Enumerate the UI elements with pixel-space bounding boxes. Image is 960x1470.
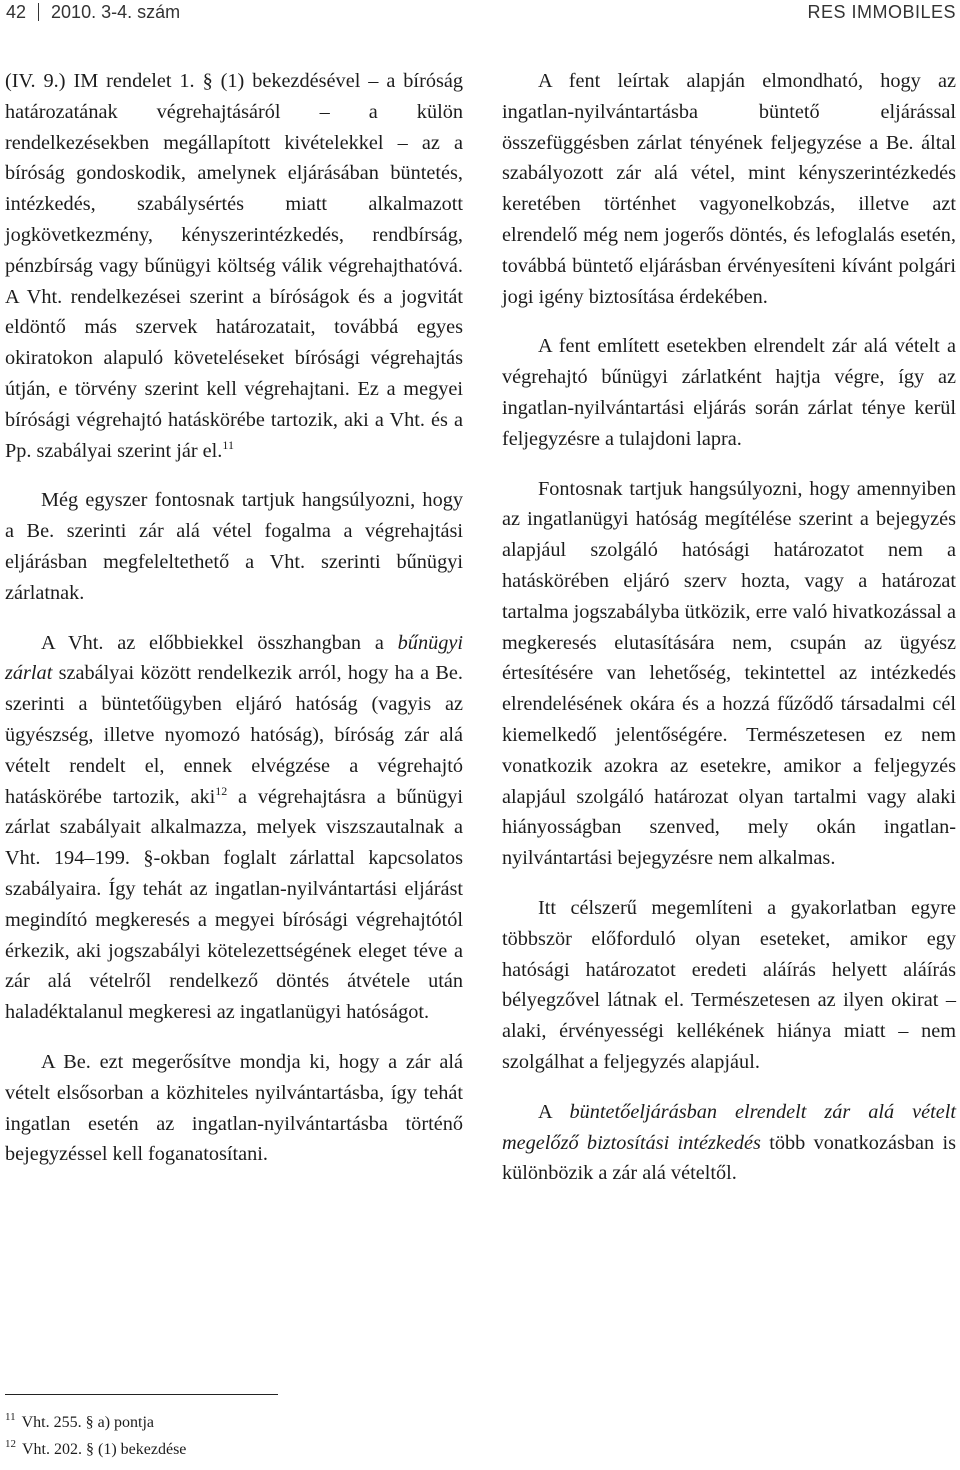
issue-label: 2010. 3-4. szám — [51, 2, 181, 22]
footnote-divider — [5, 1394, 278, 1395]
header-left — [6, 0, 180, 24]
left-column — [5, 66, 463, 1170]
emphasis-term: büntetőeljárásban elrendelt zár alá vételt megelőző biztosítási intézkedés — [502, 1100, 956, 1154]
page-header — [0, 0, 960, 30]
paragraph-text: több vonatkozásban is különbözik a zár alá vételtől. — [502, 1131, 956, 1185]
paragraph-text: (IV. 9.) IM rendelet 1. § (1) bekezdésével – a bíróság határozatának végrehajtásáról – a külön rendelkezésekben megállapított kivételekkel – az a bíróság gondoskodik, amelynek eljárásában büntetés, intézkedés, szabálysértés miatt alkalmazott jogkövetkezmény, kényszerintézkedés, rendbírság, pénzbírság vagy bűnügyi költség válik végrehajthatóvá. A Vht. rendelkezései szerint a bíróságok és a jogvitát eldöntő más szervek határozatait, továbbá egyes okiratokon alapuló követeléseket bírósági végrehajtás útján, e törvény szerint kell végrehajtani. Ez a megyei bírósági végrehajtó hatáskörébe tartozik, aki a Vht. és a Pp. szabályai szerint jár el. — [5, 70, 463, 462]
footnote — [5, 1436, 465, 1463]
paragraph: Fontosnak tartjuk hangsúlyozni, hogy amennyiben az ingatlanügyi hatóság megítélése szerint a bejegyzés alapjául szolgáló hatósági határozatot nem a hatáskörében eljáró szerv hozta, vagy a határozat tartalma jogszabályba ütközik, erre való hivatkozással a megkeresés elutasítására nem, csupán az ügyész értesítésére van lehetőség, tekintettel az intézkedés elrendelésének okára és a hozzá fűződő társadalmi cél kiemelkedő jelentőségére. Természetesen ez nem vonatkozik azokra az esetekre, amikor a feljegyzés alapjául szolgáló határozat olyan tartalmi vagy alaki hiányosságban szenved, mely okán ingatlan-nyilvántartási bejegyzésre nem alkalmas. — [502, 477, 956, 870]
paragraph: Még egyszer fontosnak tartjuk hangsúlyozni, hogy a Be. szerinti zár alá vétel fogalma a végrehajtási eljárásban megfeleltethető a Vht. szerinti bűnügyi zárlatnak. — [5, 489, 463, 604]
footnote-text: Vht. 255. § a) pontja — [21, 1414, 155, 1431]
paragraph-text: a végrehajtásra a bűnügyi zárlat szabályait alkalmazza, melyek viszszautalnak a Vht. 194–199. §-okban foglalt zárlattal kapcsolatos szabályaira. Így tehát az ingatlan-nyilvántartási eljárást megindító megkeresés a megyei bírósági végrehajtótól érkezik, aki jogszabályi kötelezettségének eleget téve a zár alá vételről rendelkező döntés átvétele után haladéktalanul megkeresi az ingatlanügyi hatóságot. — [5, 785, 463, 1024]
paragraph: A Be. ezt megerősítve mondja ki, hogy a zár alá vételt elsősorban a közhiteles nyilvántartásba, így tehát ingatlan esetén az ingatlan-nyilvántartásba történő bejegyzéssel kell foganatosítani. — [5, 1050, 463, 1166]
paragraph-text: A Vht. az előbbiekkel összhangban a — [41, 631, 398, 654]
footnote-ref: 12 — [215, 783, 228, 798]
footnote-ref: 11 — [222, 437, 234, 452]
footnote-text: Vht. 202. § (1) bekezdése — [22, 1441, 187, 1458]
paragraph: A fent említett esetekben elrendelt zár alá vételt a végrehajtó bűnügyi zárlatként hajtja végre, így az ingatlan-nyilvántartási eljárás során zárlat ténye kerül feljegyzésre a tulajdoni lapra. — [502, 335, 956, 450]
journal-title: RES IMMOBILES — [807, 2, 956, 22]
paragraph: A fent leírtak alapján elmondható, hogy az ingatlan-nyilvántartásba büntető eljárással összefüggésben zárlat tényének feljegyzése a Be. által szabályozott zár alá vétel, mint kényszerintézkedés keretében történhet vagyonelkobzás, illetve azt elrendelő még nem jogerős döntés, és lefoglalás esetén, továbbá büntető eljárásban érvényesíteni kívánt polgári jogi igény biztosítása érdekében. — [502, 70, 956, 308]
paragraph: Itt célszerű megemlíteni a gyakorlatban egyre többször előforduló olyan eseteket, amikor egy hatósági határozatot eredeti aláírás helyett aláírás bélyegzővel látnak el. Természetesen az ilyen okirat – alaki, érvényességi kellékének hiánya miatt – nem szolgálhat a feljegyzés alapjául. — [502, 896, 956, 1073]
paragraph-text: A — [538, 1100, 570, 1123]
page-number: 42 — [6, 2, 27, 22]
footnote-number: 12 — [5, 1438, 16, 1450]
header-separator — [38, 3, 39, 21]
paragraph-text: szabályai között rendelkezik arról, hogy ha a Be. szerinti a büntetőügyben eljáró hatóság (vagyis az ügyészség, illetve nyomozó hatóság), bíróság zár alá vételt rendelt el, ennek elvégzése a végrehajtó hatáskörébe tartozik, aki — [5, 662, 463, 808]
paragraph — [5, 66, 463, 466]
paragraph — [502, 1097, 956, 1189]
footnote-number: 11 — [5, 1411, 16, 1423]
footnote — [5, 1409, 465, 1436]
emphasis-term: bűnügyi zárlat — [5, 631, 463, 685]
paragraph — [5, 628, 463, 1028]
footnotes — [5, 1409, 465, 1463]
right-column — [502, 66, 956, 1189]
